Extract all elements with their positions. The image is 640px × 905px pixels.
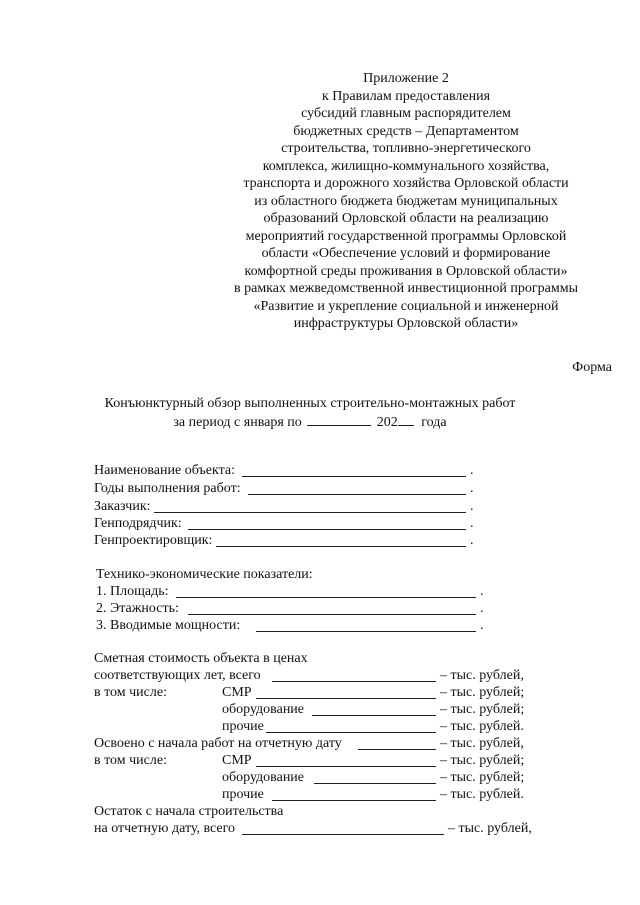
appendix-line: бюджетных средств – Департаментом <box>293 123 519 139</box>
mastered-heading: Освоено с начала работ на отчетную дату <box>94 736 342 751</box>
appendix-line: инфраструктуры Орловской области» <box>293 316 519 331</box>
appendix-line: «Развитие и укрепление социальной и инженерной <box>253 298 559 314</box>
object-name-field[interactable] <box>242 476 466 477</box>
designer-end: . <box>470 533 474 548</box>
mastered-equipment-unit: – тыс. рублей; <box>440 770 525 785</box>
remainder-heading: Остаток с начала строительства <box>94 804 284 819</box>
cost-total-label: соответствующих лет, всего <box>94 668 261 683</box>
title-period-suffix: года <box>421 415 447 430</box>
title-line-1: Конъюнктурный обзор выполненных строительно-монтажных работ <box>104 396 516 411</box>
years-end: . <box>470 481 474 496</box>
indicators-heading: Технико-экономические показатели: <box>96 567 313 582</box>
capacity-end: . <box>480 618 484 633</box>
cost-total-unit: – тыс. рублей, <box>440 668 524 683</box>
cost-equipment-unit: – тыс. рублей; <box>440 702 525 717</box>
customer-field[interactable] <box>154 512 466 513</box>
area-field[interactable] <box>176 597 476 598</box>
appendix-line: комплекса, жилищно-коммунального хозяйства, <box>262 158 550 174</box>
cost-heading: Сметная стоимость объекта в ценах <box>94 651 308 666</box>
title-line-2 <box>60 413 560 432</box>
document-title <box>60 395 560 432</box>
floors-label: 2. Этажность: <box>96 601 179 616</box>
capacity-field[interactable] <box>256 631 476 632</box>
object-name-label: Наименование объекта: <box>94 463 235 478</box>
appendix-line: в рамках межведомственной инвестиционной программы <box>234 281 578 296</box>
mastered-total-unit: – тыс. рублей, <box>440 736 524 751</box>
mastered-other-label: прочие <box>222 787 264 802</box>
cost-other-unit: – тыс. рублей. <box>440 719 524 734</box>
floors-end: . <box>480 601 484 616</box>
mastered-smr-field[interactable] <box>256 766 436 767</box>
cost-total-field[interactable] <box>272 681 436 682</box>
mastered-smr-label: СМР <box>222 753 252 768</box>
title-period-prefix: за период с января по <box>173 415 302 430</box>
remainder-total-field[interactable] <box>242 834 444 835</box>
mastered-equipment-label: оборудование <box>222 770 305 785</box>
appendix-line: образований Орловской области на реализацию <box>263 211 549 226</box>
appendix-line: строительства, топливно-энергетического <box>281 141 531 156</box>
form-label: Форма <box>572 360 612 375</box>
title-month-blank[interactable] <box>307 413 371 426</box>
mastered-smr-unit: – тыс. рублей; <box>440 753 525 768</box>
cost-other-field[interactable] <box>266 732 436 733</box>
appendix-line: области «Обеспечение условий и формирование <box>261 246 551 261</box>
designer-label: Генпроектировщик: <box>94 533 213 548</box>
years-label: Годы выполнения работ: <box>94 481 241 496</box>
appendix-line: к Правилам предоставления <box>321 88 491 104</box>
appendix-line: субсидий главным распорядителем <box>301 106 511 121</box>
contractor-label: Генподрядчик: <box>94 516 182 531</box>
cost-including-label: в том числе: <box>94 685 167 700</box>
contractor-end: . <box>470 516 474 531</box>
area-label: 1. Площадь: <box>96 584 169 599</box>
appendix-line: из областного бюджета бюджетам муниципальных <box>254 193 558 209</box>
cost-smr-field[interactable] <box>256 698 436 699</box>
remainder-total-unit: – тыс. рублей, <box>448 821 532 836</box>
customer-label: Заказчик: <box>94 499 151 514</box>
cost-equipment-label: оборудование <box>222 702 305 717</box>
appendix-line: транспорта и дорожного хозяйства Орловской области <box>243 176 569 191</box>
mastered-equipment-field[interactable] <box>314 783 436 784</box>
designer-field[interactable] <box>216 546 466 547</box>
appendix-line: комфортной среды проживания в Орловской области» <box>244 263 568 279</box>
mastered-other-unit: – тыс. рублей. <box>440 787 524 802</box>
cost-smr-unit: – тыс. рублей; <box>440 685 525 700</box>
title-year-prefix: 202 <box>376 415 398 430</box>
mastered-total-field[interactable] <box>358 749 436 750</box>
appendix-header <box>206 70 606 333</box>
mastered-including-label: в том числе: <box>94 753 167 768</box>
cost-smr-label: СМР <box>222 685 252 700</box>
appendix-line: мероприятий государственной программы Орловской <box>245 228 567 244</box>
area-end: . <box>480 584 484 599</box>
floors-field[interactable] <box>188 614 476 615</box>
mastered-other-field[interactable] <box>272 800 436 801</box>
cost-other-label: прочие <box>222 719 264 734</box>
contractor-field[interactable] <box>188 529 466 530</box>
title-year-blank[interactable] <box>398 413 414 426</box>
cost-equipment-field[interactable] <box>312 715 436 716</box>
remainder-total-label: на отчетную дату, всего <box>94 821 235 836</box>
object-name-end: . <box>470 463 474 478</box>
appendix-line: Приложение 2 <box>363 71 449 86</box>
years-field[interactable] <box>248 494 466 495</box>
customer-end: . <box>470 499 474 514</box>
capacity-label: 3. Вводимые мощности: <box>96 618 241 633</box>
